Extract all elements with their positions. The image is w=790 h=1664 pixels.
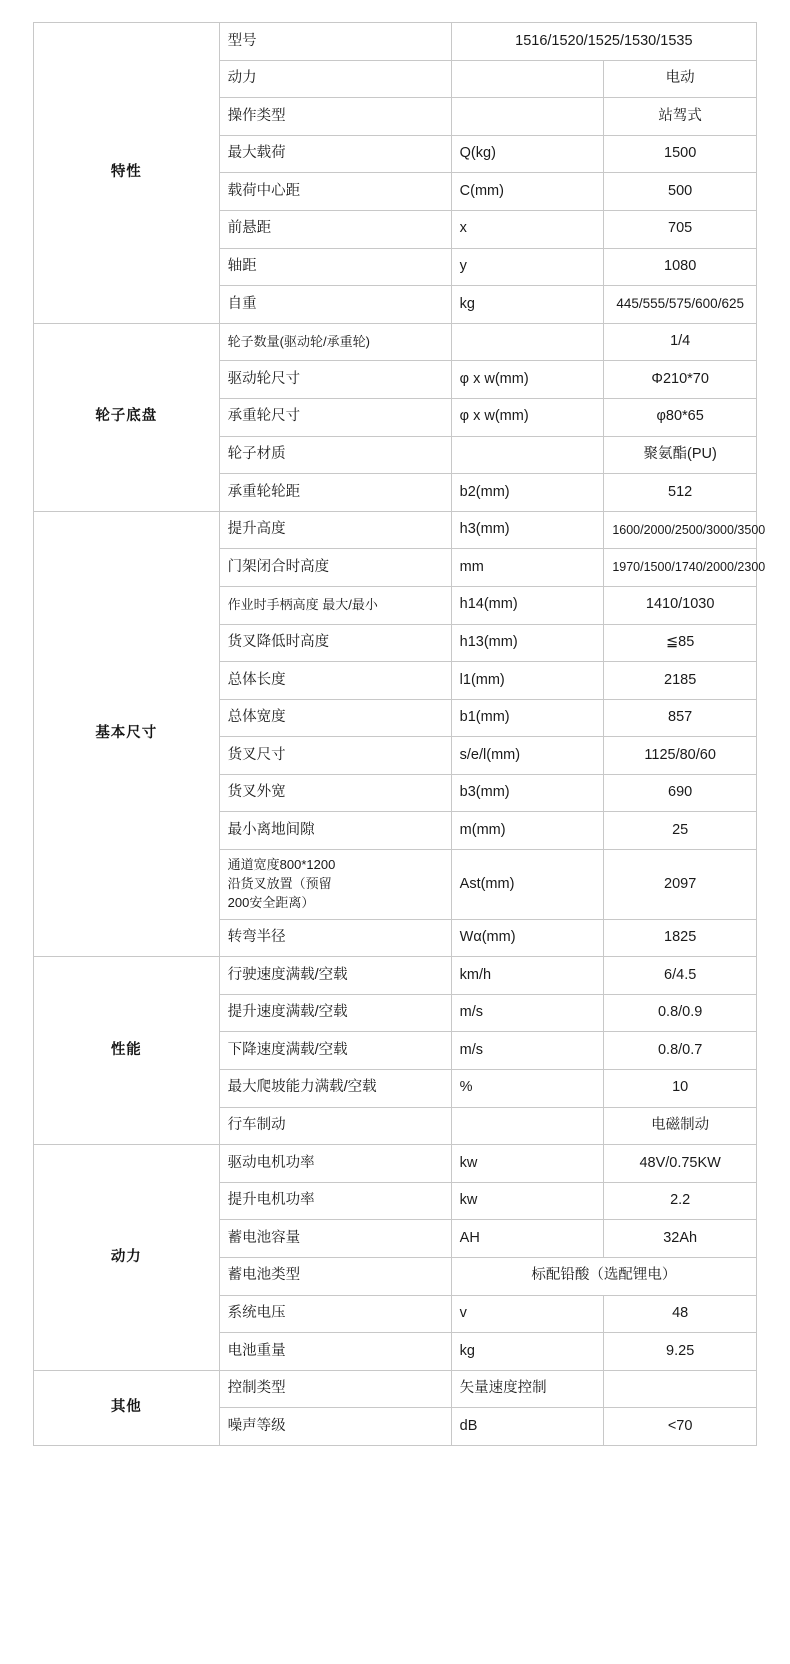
row-value: <70 (604, 1408, 757, 1446)
row-label: 载荷中心距 (219, 173, 451, 211)
row-unit: s/e/l(mm) (451, 737, 604, 775)
row-label: 系统电压 (219, 1295, 451, 1333)
group-label: 动力 (34, 1145, 220, 1371)
row-label: 承重轮尺寸 (219, 398, 451, 436)
row-value: 站驾式 (604, 98, 757, 136)
row-label: 承重轮轮距 (219, 474, 451, 512)
row-label: 货叉降低时高度 (219, 624, 451, 662)
row-value: 1080 (604, 248, 757, 286)
row-unit: φ x w(mm) (451, 361, 604, 399)
row-unit: v (451, 1295, 604, 1333)
row-value (604, 1370, 757, 1408)
row-unit (451, 98, 604, 136)
row-value: 10 (604, 1069, 757, 1107)
row-value: φ80*65 (604, 398, 757, 436)
row-value: 445/555/575/600/625 (604, 286, 757, 324)
row-unit: y (451, 248, 604, 286)
row-value: ≦85 (604, 624, 757, 662)
row-unit: b1(mm) (451, 699, 604, 737)
row-unit (451, 1107, 604, 1145)
row-value: 500 (604, 173, 757, 211)
row-value: 512 (604, 474, 757, 512)
row-label: 操作类型 (219, 98, 451, 136)
row-value: 32Ah (604, 1220, 757, 1258)
row-label: 提升高度 (219, 511, 451, 549)
row-label: 通道宽度800*1200 沿货叉放置（预留 200安全距离） (219, 850, 451, 920)
row-value: 2.2 (604, 1182, 757, 1220)
row-value: 1125/80/60 (604, 737, 757, 775)
row-label: 蓄电池类型 (219, 1257, 451, 1295)
row-value: 25 (604, 812, 757, 850)
row-value: 1825 (604, 919, 757, 957)
table-row (34, 511, 757, 549)
row-label: 下降速度满载/空载 (219, 1032, 451, 1070)
row-unit: km/h (451, 957, 604, 995)
row-label: 最小离地间隙 (219, 812, 451, 850)
row-unit: m/s (451, 1032, 604, 1070)
row-unit: m(mm) (451, 812, 604, 850)
row-value: 48V/0.75KW (604, 1145, 757, 1183)
row-unit: m/s (451, 994, 604, 1032)
row-value: 48 (604, 1295, 757, 1333)
row-unit: φ x w(mm) (451, 398, 604, 436)
row-label: 电池重量 (219, 1333, 451, 1371)
row-unit (451, 436, 604, 474)
row-label: 轴距 (219, 248, 451, 286)
group-label: 性能 (34, 957, 220, 1145)
group-label: 其他 (34, 1370, 220, 1445)
row-label: 总体长度 (219, 662, 451, 700)
row-label: 提升电机功率 (219, 1182, 451, 1220)
row-value: 2097 (604, 850, 757, 920)
row-unit (451, 60, 604, 98)
row-value: 857 (604, 699, 757, 737)
row-value: 2185 (604, 662, 757, 700)
row-unit: h14(mm) (451, 586, 604, 624)
row-label: 最大载荷 (219, 135, 451, 173)
row-value: 1970/1500/1740/2000/2300 (604, 549, 757, 587)
row-value: 1500 (604, 135, 757, 173)
row-value: 1/4 (604, 323, 757, 361)
row-unit: b3(mm) (451, 774, 604, 812)
row-label: 总体宽度 (219, 699, 451, 737)
row-unit: AH (451, 1220, 604, 1258)
group-label: 基本尺寸 (34, 511, 220, 956)
row-label: 噪声等级 (219, 1408, 451, 1446)
row-label: 门架闭合时高度 (219, 549, 451, 587)
row-unit: h3(mm) (451, 511, 604, 549)
row-unit: kg (451, 1333, 604, 1371)
row-label: 最大爬坡能力满载/空载 (219, 1069, 451, 1107)
row-label: 货叉外宽 (219, 774, 451, 812)
row-label: 驱动电机功率 (219, 1145, 451, 1183)
table-row (34, 957, 757, 995)
row-label: 驱动轮尺寸 (219, 361, 451, 399)
row-value: Φ210*70 (604, 361, 757, 399)
row-unit: kw (451, 1182, 604, 1220)
row-label: 货叉尺寸 (219, 737, 451, 775)
row-unit (451, 323, 604, 361)
row-value: 聚氨酯(PU) (604, 436, 757, 474)
row-value: 电动 (604, 60, 757, 98)
row-value: 1516/1520/1525/1530/1535 (451, 23, 756, 61)
row-unit: b2(mm) (451, 474, 604, 512)
row-label: 控制类型 (219, 1370, 451, 1408)
row-unit: h13(mm) (451, 624, 604, 662)
row-unit: l1(mm) (451, 662, 604, 700)
row-label: 提升速度满载/空载 (219, 994, 451, 1032)
row-label: 自重 (219, 286, 451, 324)
row-label: 行驶速度满载/空载 (219, 957, 451, 995)
group-label: 特性 (34, 23, 220, 324)
row-unit: kw (451, 1145, 604, 1183)
row-label: 型号 (219, 23, 451, 61)
row-label: 作业时手柄高度 最大/最小 (219, 586, 451, 624)
row-label: 转弯半径 (219, 919, 451, 957)
row-value: 705 (604, 210, 757, 248)
row-label: 轮子材质 (219, 436, 451, 474)
row-value: 690 (604, 774, 757, 812)
row-unit: 矢量速度控制 (451, 1370, 604, 1408)
row-unit: mm (451, 549, 604, 587)
row-unit: C(mm) (451, 173, 604, 211)
row-label: 蓄电池容量 (219, 1220, 451, 1258)
row-unit: dB (451, 1408, 604, 1446)
table-row (34, 23, 757, 61)
row-value: 1410/1030 (604, 586, 757, 624)
row-label: 行车制动 (219, 1107, 451, 1145)
row-value: 电磁制动 (604, 1107, 757, 1145)
row-value: 0.8/0.7 (604, 1032, 757, 1070)
row-unit: x (451, 210, 604, 248)
row-unit: Wα(mm) (451, 919, 604, 957)
row-unit: 标配铅酸（选配锂电） (451, 1257, 756, 1295)
row-unit: kg (451, 286, 604, 324)
table-row (34, 323, 757, 361)
table-row (34, 1370, 757, 1408)
row-unit: % (451, 1069, 604, 1107)
row-value: 9.25 (604, 1333, 757, 1371)
row-value: 6/4.5 (604, 957, 757, 995)
row-value: 1600/2000/2500/3000/3500 (604, 511, 757, 549)
specification-table (33, 22, 766, 1446)
group-label: 轮子底盘 (34, 323, 220, 511)
row-unit: Q(kg) (451, 135, 604, 173)
row-unit: Ast(mm) (451, 850, 604, 920)
row-value: 0.8/0.9 (604, 994, 757, 1032)
row-label: 轮子数量(驱动轮/承重轮) (219, 323, 451, 361)
row-label: 动力 (219, 60, 451, 98)
table-row (34, 1145, 757, 1183)
row-label: 前悬距 (219, 210, 451, 248)
